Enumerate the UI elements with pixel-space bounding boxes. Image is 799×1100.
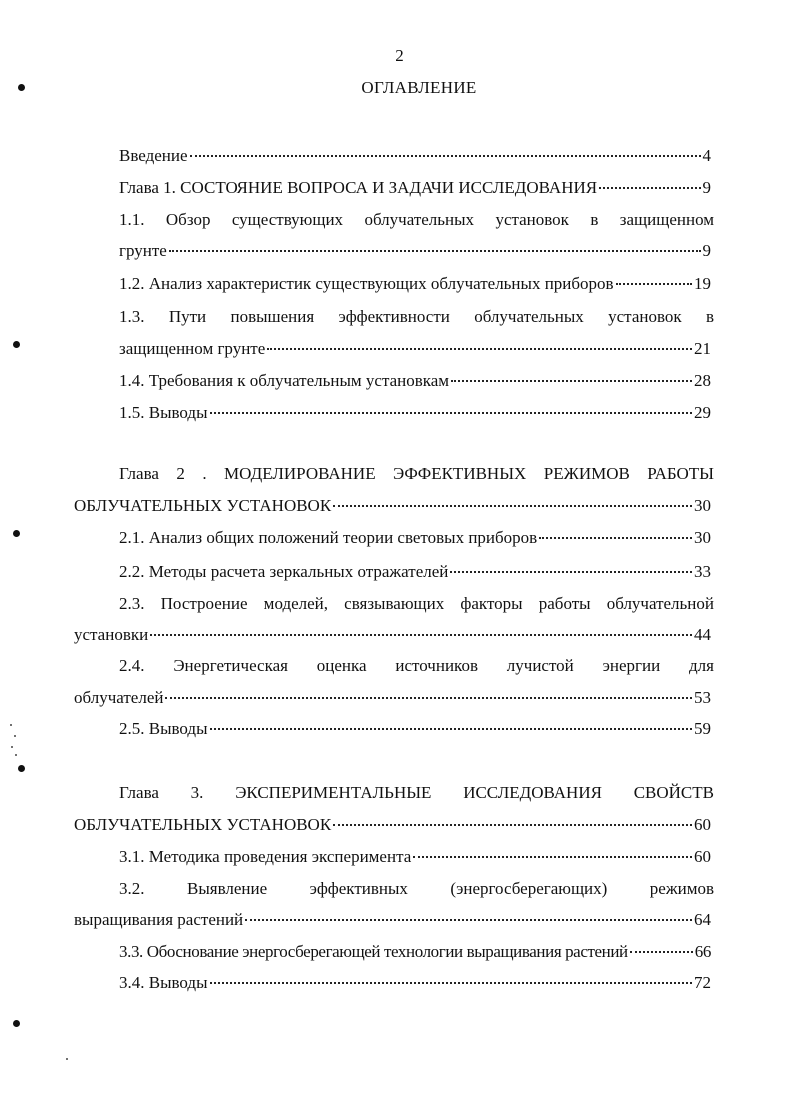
dot-leader: [210, 728, 692, 730]
binding-mark: [18, 84, 25, 91]
toc-entry-label: облучателей: [74, 688, 164, 707]
toc-entry-ch3-line1: Глава 3. ЭКСПЕРИМЕНТАЛЬНЫЕ ИССЛЕДОВАНИЯ СВОЙСТВ: [119, 783, 714, 802]
toc-entry-page: 44: [694, 625, 711, 644]
toc-entry-s1-3-line1: 1.3. Пути повышения эффективности облучательных установок в: [119, 307, 714, 326]
toc-entry-s3-3: [119, 941, 711, 963]
toc-entry-label: 1.2. Анализ характеристик существующих облучательных приборов: [119, 274, 614, 293]
toc-entry-s2-4: [74, 687, 711, 709]
dot-leader: [539, 537, 692, 539]
dot-leader: [267, 348, 692, 350]
toc-title: ОГЛАВЛЕНИЕ: [361, 78, 477, 97]
dot-leader: [190, 155, 701, 157]
toc-entry-s1-5: [119, 402, 711, 424]
dot-leader: [210, 982, 692, 984]
toc-entry-ch1: [119, 177, 711, 199]
toc-entry-label: 2.1. Анализ общих положений теории световых приборов: [119, 528, 538, 547]
toc-entry-label: 2.2. Методы расчета зеркальных отражателей: [119, 562, 449, 581]
toc-entry-label: 3.4. Выводы: [119, 973, 208, 992]
toc-entry-s1-2: [119, 273, 711, 295]
dot-leader: [165, 697, 692, 699]
toc-entry-s2-4-line1: 2.4. Энергетическая оценка источников лучистой энергии для: [119, 656, 714, 675]
toc-entry-s3-2-line1: 3.2. Выявление эффективных (энергосберегающих) режимов: [119, 879, 714, 898]
dot-leader: [599, 187, 700, 189]
binding-mark: [13, 1020, 20, 1027]
toc-entry-label: 1.5. Выводы: [119, 403, 208, 422]
toc-entry-label: установки: [74, 625, 149, 644]
dot-leader: [451, 380, 692, 382]
binding-mark: [13, 341, 20, 348]
dot-leader: [210, 412, 692, 414]
toc-entry-intro: [119, 145, 711, 167]
toc-entry-page: 60: [694, 847, 711, 866]
dot-leader: [333, 505, 692, 507]
toc-entry-page: 66: [694, 942, 711, 961]
toc-entry-page: 19: [694, 274, 711, 293]
toc-entry-page: 72: [694, 973, 711, 992]
toc-entry-label: 2.5. Выводы: [119, 719, 208, 738]
toc-entry-label: ОБЛУЧАТЕЛЬНЫХ УСТАНОВОК: [74, 496, 332, 515]
toc-entry-ch2: [74, 495, 711, 517]
dot-leader: [413, 856, 692, 858]
binding-mark: [13, 530, 20, 537]
toc-entry-page: 9: [702, 241, 711, 260]
toc-entry-page: 53: [694, 688, 711, 707]
binding-mark: [18, 765, 25, 772]
toc-entry-page: 30: [694, 528, 711, 547]
toc-entry-label: Введение: [119, 146, 188, 165]
page-number: 2: [395, 46, 404, 65]
toc-entry-s3-4: [119, 972, 711, 994]
toc-entry-label: защищенном грунте: [119, 339, 266, 358]
toc-entry-s2-3: [74, 624, 711, 646]
toc-entry-label: ОБЛУЧАТЕЛЬНЫХ УСТАНОВОК: [74, 815, 332, 834]
toc-entry-page: 64: [694, 910, 711, 929]
toc-entry-page: 33: [694, 562, 711, 581]
toc-entry-ch2-line1: Глава 2 . МОДЕЛИРОВАНИЕ ЭФФЕКТИВНЫХ РЕЖИМОВ РАБОТЫ: [119, 464, 714, 483]
dot-leader: [150, 634, 692, 636]
dot-leader: [333, 824, 692, 826]
toc-entry-page: 59: [694, 719, 711, 738]
toc-entry-page: 9: [702, 178, 711, 197]
toc-entry-label: Глава 1. СОСТОЯНИЕ ВОПРОСА И ЗАДАЧИ ИССЛЕДОВАНИЯ: [119, 178, 598, 197]
dot-leader: [450, 571, 692, 573]
toc-entry-label: выращивания растений: [74, 910, 244, 929]
dot-leader: [245, 919, 692, 921]
dot-leader: [616, 283, 692, 285]
toc-entry-s2-5: [119, 718, 711, 740]
toc-entry-s2-3-line1: 2.3. Построение моделей, связывающих факторы работы облучательной: [119, 594, 714, 613]
toc-entry-page: 60: [694, 815, 711, 834]
toc-entry-page: 30: [694, 496, 711, 515]
toc-entry-s2-1: [119, 527, 711, 549]
scan-speck: [66, 1058, 68, 1060]
toc-entry-label: 1.4. Требования к облучательным установкам: [119, 371, 450, 390]
toc-entry-s1-4: [119, 370, 711, 392]
toc-entry-label: 3.1. Методика проведения эксперимента: [119, 847, 412, 866]
scan-speck: [15, 754, 17, 756]
toc-entry-s1-1: [119, 240, 711, 262]
toc-entry-s1-1-line1: 1.1. Обзор существующих облучательных установок в защищенном: [119, 210, 714, 229]
toc-entry-s3-1: [119, 846, 711, 868]
scan-speck: [14, 735, 16, 737]
toc-entry-label: грунте: [119, 241, 167, 260]
toc-entry-page: 21: [694, 339, 711, 358]
scan-speck: [10, 724, 12, 726]
dot-leader: [630, 951, 693, 953]
toc-entry-page: 4: [702, 146, 711, 165]
scan-speck: [11, 746, 13, 748]
toc-entry-s3-2: [74, 909, 711, 931]
toc-entry-s1-3: [119, 338, 711, 360]
toc-entry-label: 3.3. Обоснование энергосберегающей технологии выращивания растений: [119, 942, 628, 961]
toc-entry-page: 29: [694, 403, 711, 422]
toc-entry-ch3: [74, 814, 711, 836]
toc-entry-s2-2: [119, 561, 711, 583]
dot-leader: [169, 250, 701, 252]
toc-entry-page: 28: [694, 371, 711, 390]
